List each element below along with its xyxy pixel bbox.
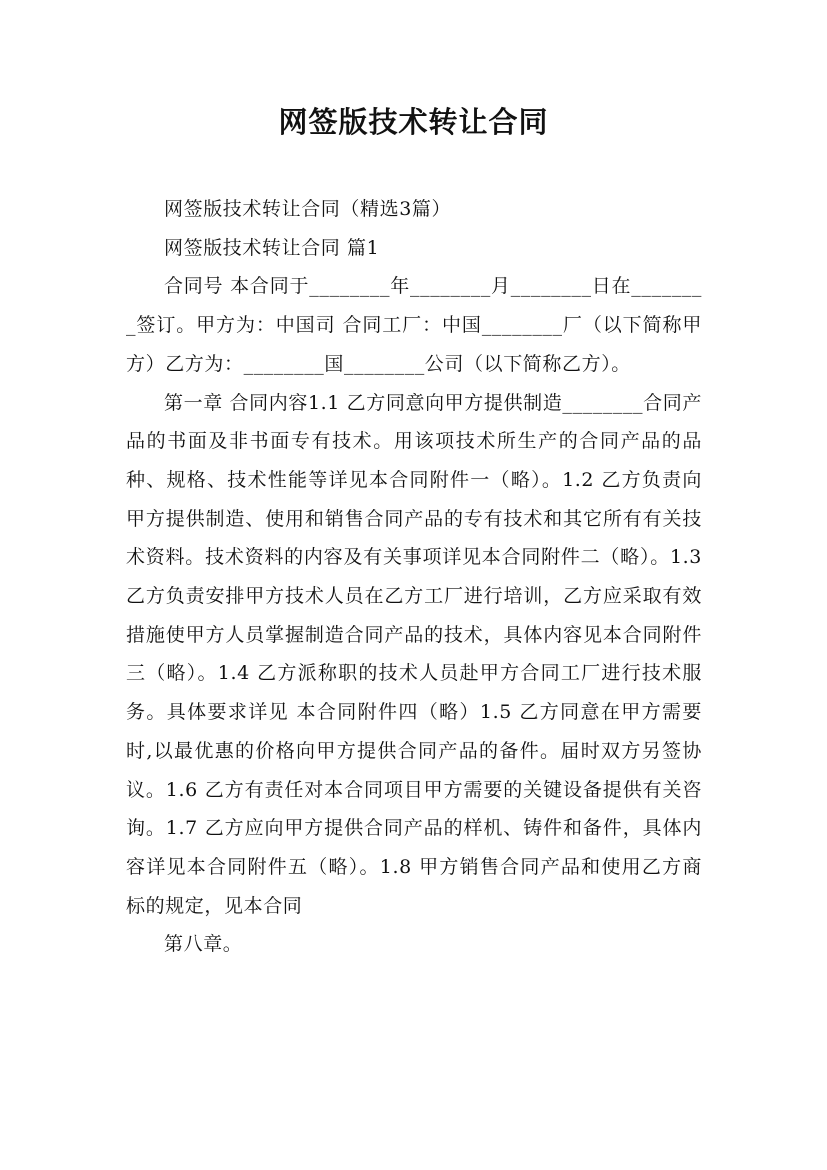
document-title: 网签版技术转让合同 (278, 105, 549, 139)
section-heading-paragraph: 网签版技术转让合同 篇1 (164, 236, 380, 259)
subtitle-paragraph: 网签版技术转让合同（精选3篇） (164, 198, 452, 220)
document-body (126, 190, 702, 964)
chapter-eight-reference-paragraph: 第八章。 (164, 933, 243, 956)
contract-intro-paragraph: 合同号 本合同于________年________月________日在________签订。甲方为：中国司 合同工厂：中国________厂（以下简称甲方）乙方为：________国________公司（以下简称乙方）。 (126, 275, 702, 375)
chapter-one-paragraph: 第一章 合同内容1.1 乙方同意向甲方提供制造________合同产品的书面及非书面专有技术。用该项技术所生产的合同产品的品种、规格、技术性能等详见本合同附件一（略）。1.2 乙方负责向甲方提供制造、使用和销售合同产品的专有技术和其它所有有关技术资料。技术资料的内容及有关事项详见本合同附件二（略）。1.3 乙方负责安排甲方技术人员在乙方工厂进行培训，乙方应采取有效措施使甲方人员掌握制造合同产品的技术，具体内容见本合同附件三（略）。1.4 乙方派称职的技术人员赴甲方合同工厂进行技术服务。具体要求详见 本合同附件四（略）1.5 乙方同意在甲方需要时,以最优惠的价格向甲方提供合同产品的备件。届时双方另签协议。1.6 乙方有责任对本合同项目甲方需要的关键设备提供有关咨询。1.7 乙方应向甲方提供合同产品的样机、铸件和备件，具体内容详见本合同附件五（略）。1.8 甲方销售合同产品和使用乙方商标的规定，见本合同 (126, 391, 702, 917)
